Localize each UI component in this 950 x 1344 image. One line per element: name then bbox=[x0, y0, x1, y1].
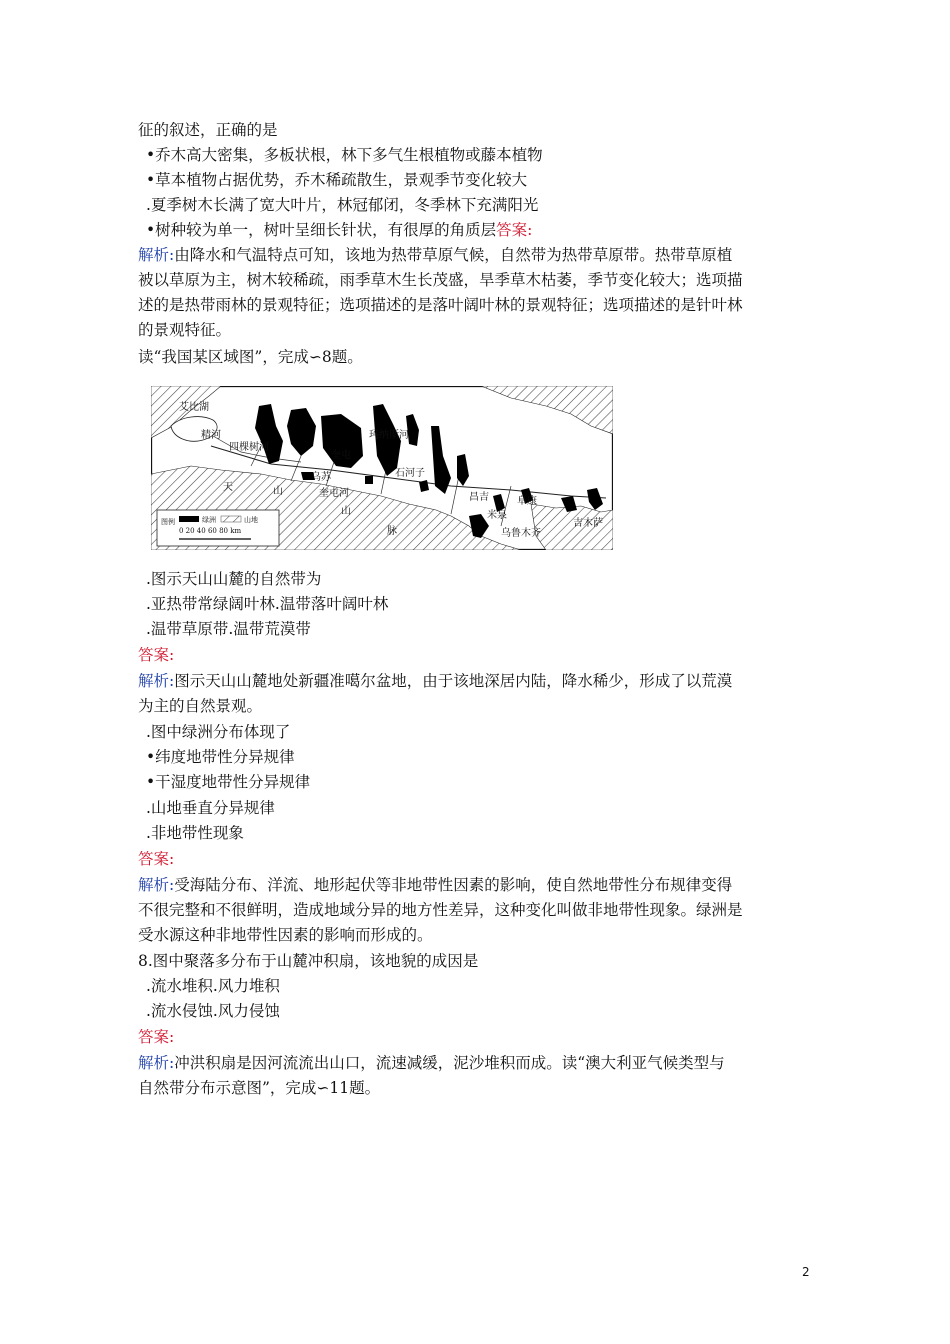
q6-analysis-line-2: 被以草原为主，树木较稀疏，雨季草木生长茂盛，旱季草木枯萎，季节变化较大；选项描 bbox=[138, 271, 743, 289]
q-oasis-analysis-line-1 bbox=[138, 872, 732, 898]
label-miquan: 米泉 bbox=[487, 510, 507, 521]
legend-oasis: 绿洲 bbox=[202, 516, 216, 524]
q-oasis-option-c: .山地垂直分异规律 bbox=[146, 799, 275, 817]
q8-analysis-text-1: 冲洪积扇是因河流流出山口，流速减缓，泥沙堆积而成。读“澳大利亚气候类型与 bbox=[174, 1054, 725, 1072]
q6-option-c: .夏季树木长满了宽大叶片，林冠郁闭，冬季林下充满阳光 bbox=[146, 196, 539, 214]
q8-analysis-label: 解析: bbox=[138, 1054, 175, 1072]
q8-options-2: .流水侵蚀.风力侵蚀 bbox=[146, 1002, 280, 1020]
q6-option-d-text: •树种较为单一，树叶呈细长针状，有很厚的角质层 bbox=[146, 221, 497, 239]
label-jinghe: 精河 bbox=[201, 430, 221, 441]
label-changji: 昌吉 bbox=[469, 492, 489, 503]
q6-analysis-line-3: 述的是热带雨林的景观特征；选项描述的是落叶阔叶林的景观特征；选项描述的是针叶林 bbox=[138, 296, 743, 314]
q7-answer-label: 答案: bbox=[138, 646, 175, 664]
label-shihezi: 石河子 bbox=[395, 468, 425, 479]
legend-title: 图例 bbox=[161, 518, 175, 526]
label-kuitun: 奎屯 bbox=[331, 450, 351, 461]
q-oasis-analysis-label: 解析: bbox=[138, 876, 175, 894]
map-intro: 读“我国某区域图”，完成∽8题。 bbox=[138, 348, 363, 366]
q7-analysis-text-1: 图示天山山麓地处新疆准噶尔盆地，由于该地深居内陆，降水稀少，形成了以荒漠 bbox=[174, 672, 733, 690]
q6-analysis-line-1 bbox=[138, 242, 732, 268]
label-sikeshu-river: 四棵树河 bbox=[229, 442, 269, 453]
page-number: 2 bbox=[802, 1265, 810, 1279]
q-oasis-stem: .图中绿洲分布体现了 bbox=[146, 723, 291, 741]
q6-analysis-text-1: 由降水和气温特点可知，该地为热带草原气候，自然带为热带草原带。热带草原植 bbox=[174, 246, 733, 264]
label-fukang: 阜康 bbox=[517, 496, 537, 507]
q-oasis-answer-label: 答案: bbox=[138, 850, 175, 868]
label-urumqi: 乌鲁木齐 bbox=[501, 528, 541, 539]
oasis-14 bbox=[365, 476, 373, 484]
q7-analysis-line-2: 为主的自然景观。 bbox=[138, 697, 263, 715]
q6-stem: 征的叙述，正确的是 bbox=[138, 121, 278, 139]
q8-answer-label: 答案: bbox=[138, 1028, 175, 1046]
q6-option-a: •乔木高大密集，多板状根，林下多气生根植物或藤本植物 bbox=[146, 146, 543, 164]
q7-options-2: .温带草原带.温带荒漠带 bbox=[146, 620, 311, 638]
map-legend bbox=[157, 510, 279, 546]
label-kuitun-river: 奎屯河 bbox=[319, 488, 349, 499]
q6-analysis-label: 解析: bbox=[138, 246, 175, 264]
label-mai: 脉 bbox=[387, 526, 397, 537]
q6-option-b: •草本植物占据优势，乔木稀疏散生，景观季节变化较大 bbox=[146, 171, 528, 189]
q8-analysis-line-1 bbox=[138, 1050, 725, 1076]
q8-stem: 8.图中聚落多分布于山麓冲积扇，该地貌的成因是 bbox=[138, 952, 479, 970]
label-shan-1: 山 bbox=[273, 486, 283, 497]
label-manas-river: 玛纳斯河 bbox=[369, 430, 409, 441]
q7-options-1: .亚热带常绿阔叶林.温带落叶阔叶林 bbox=[146, 595, 389, 613]
label-wusu: 乌苏 bbox=[311, 472, 331, 483]
label-shan-2: 山 bbox=[341, 506, 351, 517]
q8-options-1: .流水堆积.风力堆积 bbox=[146, 977, 280, 995]
legend-scale: 0 20 40 60 80 km bbox=[179, 527, 242, 535]
legend-mountain: 山地 bbox=[244, 516, 258, 524]
q7-stem: .图示天山山麓的自然带为 bbox=[146, 570, 322, 588]
label-aibi-lake: 艾比湖 bbox=[179, 402, 209, 413]
label-jimsar: 吉木萨 bbox=[573, 518, 603, 529]
label-tian: 天 bbox=[223, 482, 233, 493]
q6-answer-label: 答案: bbox=[496, 221, 533, 239]
q-oasis-option-d: .非地带性现象 bbox=[146, 824, 244, 842]
q6-option-d bbox=[146, 217, 532, 243]
q-oasis-analysis-line-3: 受水源这种非地带性因素的影响而形成的。 bbox=[138, 926, 433, 944]
q-oasis-analysis-line-2: 不很完整和不很鲜明，造成地域分异的地方性差异，这种变化叫做非地带性现象。绿洲是 bbox=[138, 901, 743, 919]
q-oasis-option-a: •纬度地带性分异规律 bbox=[146, 748, 295, 766]
q7-analysis-label: 解析: bbox=[138, 672, 175, 690]
region-map bbox=[151, 386, 613, 550]
q6-analysis-line-4: 的景观特征。 bbox=[138, 321, 232, 339]
q7-analysis-line-1 bbox=[138, 668, 732, 694]
q-oasis-analysis-text-1: 受海陆分布、洋流、地形起伏等非地带性因素的影响，使自然地带性分布规律变得 bbox=[174, 876, 733, 894]
q8-analysis-line-2: 自然带分布示意图”，完成∽11题。 bbox=[138, 1079, 381, 1097]
q-oasis-option-b: •干湿度地带性分异规律 bbox=[146, 773, 311, 791]
